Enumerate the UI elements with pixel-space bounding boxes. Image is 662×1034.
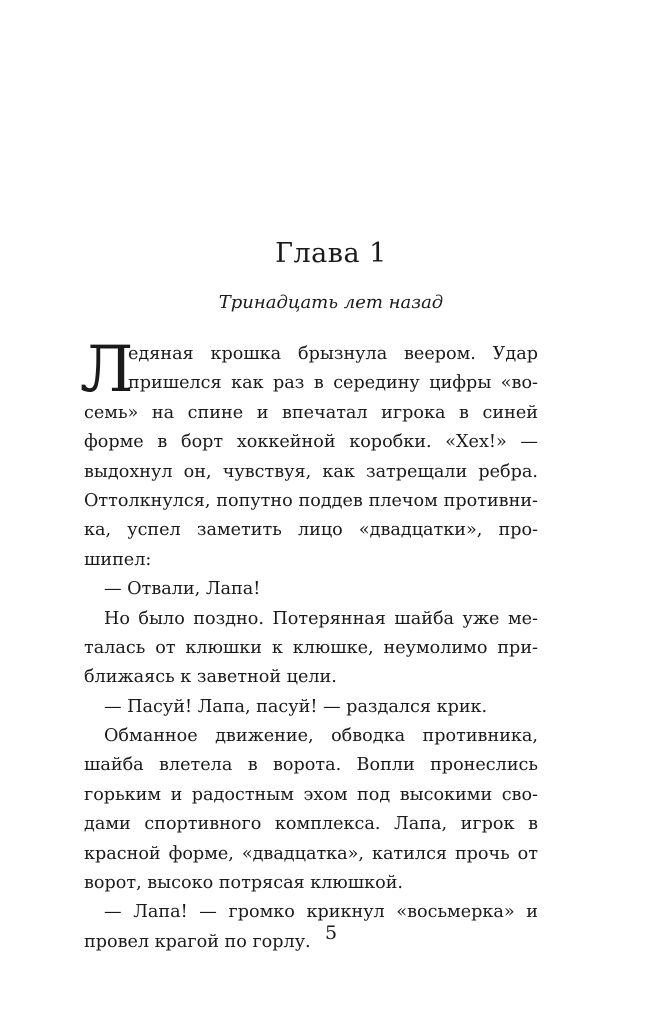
text-line: дами спортивного комплекса. Лапа, игрок в (84, 814, 538, 835)
chapter-body (80, 333, 538, 957)
text-line: шипел: (84, 549, 152, 570)
dialogue-line: — Пасуй! Лапа, пасуй! — раздался крик. (104, 696, 488, 717)
text-line: семь» на спине и впечатал игрока в синей (84, 402, 538, 423)
text-line: пришелся как раз в середину цифры «во- (128, 373, 538, 394)
text-line: ворот, высоко потрясая клюшкой. (84, 873, 404, 894)
text-line: Обманное движение, обводка противника, (104, 726, 538, 747)
dialogue-line: — Отвали, Лапа! (104, 579, 261, 600)
dialogue-line: — Лапа! — громко крикнул «восьмерка» и (104, 902, 538, 923)
text-line: ка, успел заметить лицо «двадцатки», про- (84, 520, 538, 541)
text-line: едяная крошка брызнула веером. Удар (128, 344, 538, 364)
text-line: выдохнул он, чувствуя, как затрещали ребра. (84, 461, 538, 482)
text-line: провел крагой по горлу. (84, 931, 311, 952)
text-line: горьким и радостным эхом под высокими сво- (84, 784, 538, 805)
chapter-title: Глава 1 (275, 238, 387, 269)
text-line: красной форме, «двадцатка», катился прочь от (84, 843, 538, 864)
page-number: 5 (324, 922, 338, 944)
text-line: Оттолкнулся, попутно поддев плечом противни- (84, 490, 538, 511)
text-line: шайба влетела в ворота. Вопли пронеслись (84, 755, 538, 776)
text-line: ближаясь к заветной цели. (84, 667, 337, 688)
text-line: талась от клюшки к клюшке, неумолимо при- (84, 637, 538, 658)
chapter-epigraph: Тринадцать лет назад (218, 292, 444, 313)
text-line: форме в борт хоккейной коробки. «Хех!» — (84, 432, 538, 453)
drop-cap: Л (80, 333, 134, 407)
text-line: Но было поздно. Потерянная шайба уже ме- (104, 608, 538, 629)
